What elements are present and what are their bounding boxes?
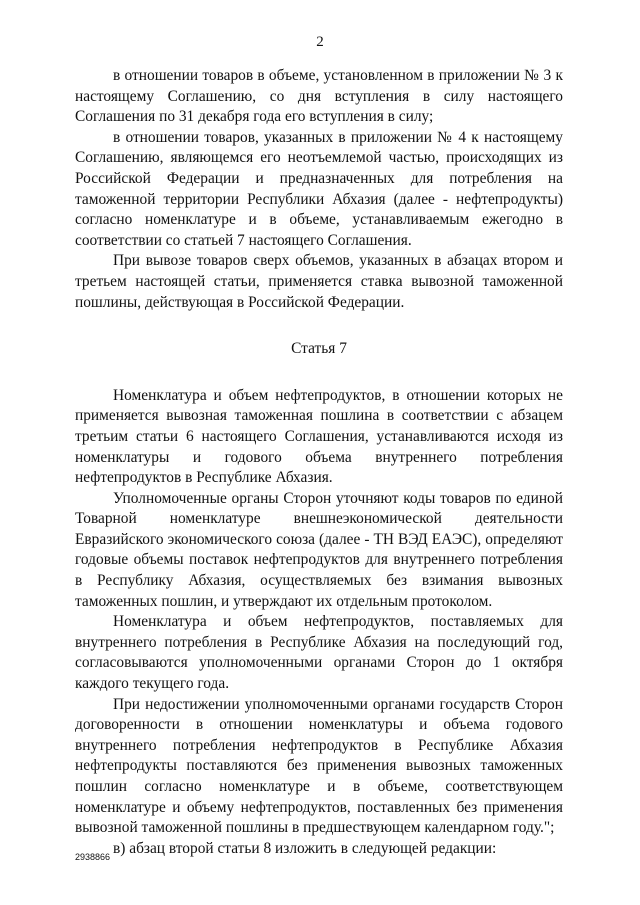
document-body	[75, 66, 563, 859]
paragraph-authorized-bodies: Уполномоченные органы Сторон уточняют коды товаров по единой Товарной номенклатуре внешнеэкономической деятельности Евразийского экономического союза (далее - ТН ВЭД ЕАЭС), определяют годовые объемы поставок нефтепродуктов для внутреннего потребления в Республику Абхазия, осуществляемых без взимания вывозных таможенных пошлин, и утверждают их отдельным протоколом.	[75, 489, 563, 610]
paragraph-excess-volumes: При вывозе товаров сверх объемов, указанных в абзацах втором и третьем настоящей статьи, применяется ставка вывозной таможенной пошлины, действующая в Российской Федерации.	[75, 252, 563, 311]
paragraph-no-agreement: При недостижении уполномоченными органами государств Сторон договоренности в отношении номенклатуры и объема годового внутреннего потребления нефтепродуктов в Республике Абхазия нефтепродукты поставляются без применения вывозных таможенных пошлин согласно номенклатуре и в объеме, соответствующем номенклатуре и объему нефтепродуктов, поставленных без применения вывозной таможенной пошлины в предшествующем календарном году.";	[75, 695, 563, 837]
paragraph-goods-annex-3: в отношении товаров в объеме, установленном в приложении № 3 к настоящему Соглашению, со дня вступления в силу настоящего Соглашения по 31 декабря года его вступления в силу;	[75, 67, 563, 126]
paragraph-article-8-amendment: в) абзац второй статьи 8 изложить в следующей редакции:	[113, 839, 497, 857]
page-number: 2	[316, 34, 324, 50]
document-code: 2938866	[75, 852, 111, 862]
paragraph-agreement-deadline: Номенклатура и объем нефтепродуктов, поставляемых для внутреннего потребления в Республике Абхазия на последующий год, согласовываются уполномоченными органами Сторон до 1 октября каждого текущего года.	[75, 613, 563, 693]
paragraph-goods-annex-4: в отношении товаров, указанных в приложении № 4 к настоящему Соглашению, являющемся его неотъемлемой частью, происходящих из Российской Федерации и предназначенных для потребления на таможенной территории Республики Абхазия (далее - нефтепродукты) согласно номенклатуре и в объеме, устанавливаемым ежегодно в соответствии со статьей 7 настоящего Соглашения.	[75, 128, 563, 249]
article-heading: Статья 7	[291, 340, 347, 358]
paragraph-nomenclature: Номенклатура и объем нефтепродуктов, в отношении которых не применяется вывозная таможенная пошлина в соответствии с абзацем третьим статьи 6 настоящего Соглашения, устанавливаются исходя из номенклатуры и годового объема внутреннего потребления нефтепродуктов в Республике Абхазия.	[75, 386, 563, 487]
